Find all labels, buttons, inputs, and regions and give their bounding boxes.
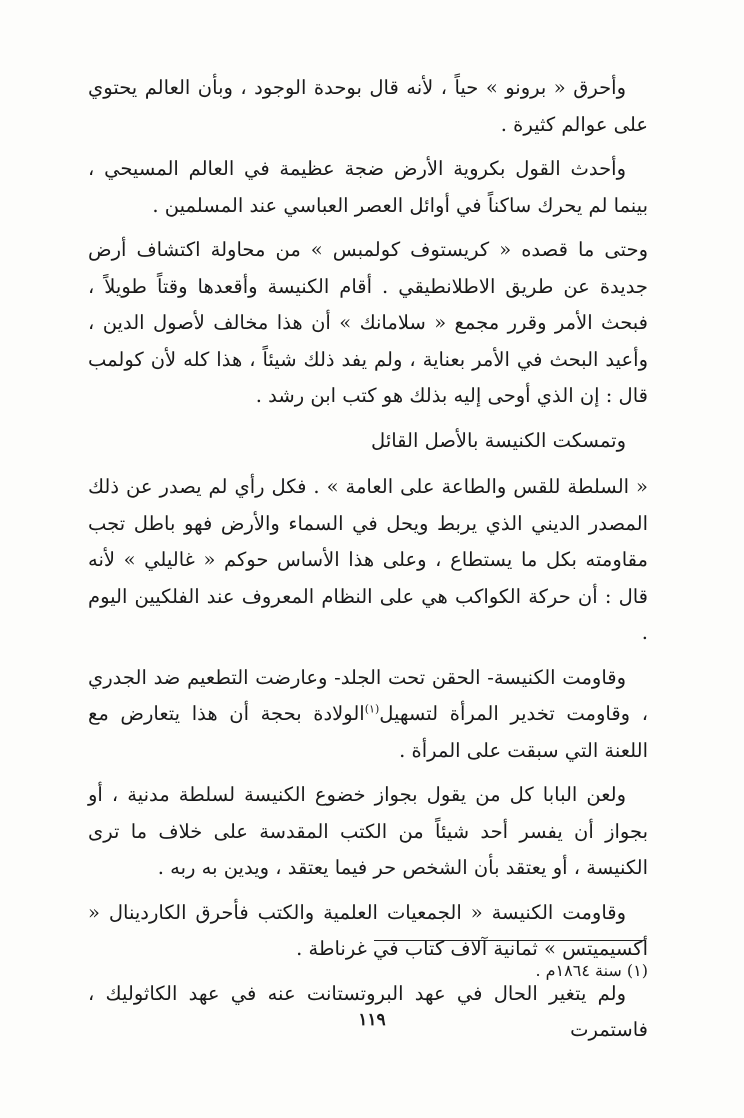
footnote-divider (374, 940, 646, 941)
paragraph-pope: ولعن البابا كل من يقول بجواز خضوع الكنيسة لسلطة مدنية ، أو بجواز أن يفسر أحد شيئاً من الكتب المقدسة على خلاف ما ترى الكنيسة ، أو يعتقد بأن الشخص حر فيما يعتقد ، ويدين به ربه . (88, 783, 648, 879)
paragraph-columbus: وحتى ما قصده « كريستوف كولمبس » من محاولة اكتشاف أرض جديدة عن طريق الاطلانطيقي . أقام الكنيسة وأقعدها وقتاً طويلاً ، فبحث الأمر وقرر مجمع « سلامانك » أن هذا مخالف لأصول الدين ، وأعيد البحث في الأمر بعناية ، ولم يفد ذلك شيئاً ، هذا كله لأن كولمب قال : إن الذي أوحى إليه بذلك هو كتب ابن رشد . (88, 238, 648, 407)
footnote: (١) سنة ١٨٦٤م . (535, 961, 648, 980)
footnote-reference: (١) (364, 702, 380, 716)
paragraph-book-burning: وقاومت الكنيسة « الجمعيات العلمية والكتب فأحرق الكاردينال « أكسيميتس » ثمانية آلاف كتاب في غرناطة . (88, 900, 648, 960)
paragraph-medicine (88, 660, 648, 770)
paragraph-protestants: ولم يتغير الحال في عهد البروتستانت عنه في عهد الكاثوليك ، فاستمرت (88, 981, 648, 1041)
body-text (88, 70, 648, 1057)
paragraph-galileo: « السلطة للقس والطاعة على العامة » . فكل رأي لم يصدر عن ذلك المصدر الديني الذي يربط ويحل في السماء والأرض فهو باطل تجب مقاومته بكل ما يستطاع ، وعلى هذا الأساس حوكم « غاليلي » لأنه قال : أن حركة الكواكب هي على النظام المعروف عند الفلكيين اليوم . (88, 475, 648, 644)
page-number: ١١٩ (358, 1010, 386, 1030)
paragraph-church-principle: وتمسكت الكنيسة بالأصل القائل (371, 428, 626, 452)
paragraph-medicine-part2: الولادة بحجة أن هذا يتعارض مع اللعنة التي سبقت على المرأة . (88, 702, 648, 762)
paragraph-bruno: وأحرق « برونو » حياً ، لأنه قال بوحدة الوجود ، وبأن العالم يحتوي على عوالم كثيرة . (88, 76, 648, 136)
paragraph-earth-sphericity: وأحدث القول بكروية الأرض ضجة عظيمة في العالم المسيحي ، بينما لم يحرك ساكناً في أوائل العصر العباسي عند المسلمين . (88, 157, 648, 217)
paragraph-medicine-part1: وقاومت الكنيسة- الحقن تحت الجلد- وعارضت التطعيم ضد الجدري ، وقاومت تخدير المرأة لتسهيل (88, 665, 649, 725)
